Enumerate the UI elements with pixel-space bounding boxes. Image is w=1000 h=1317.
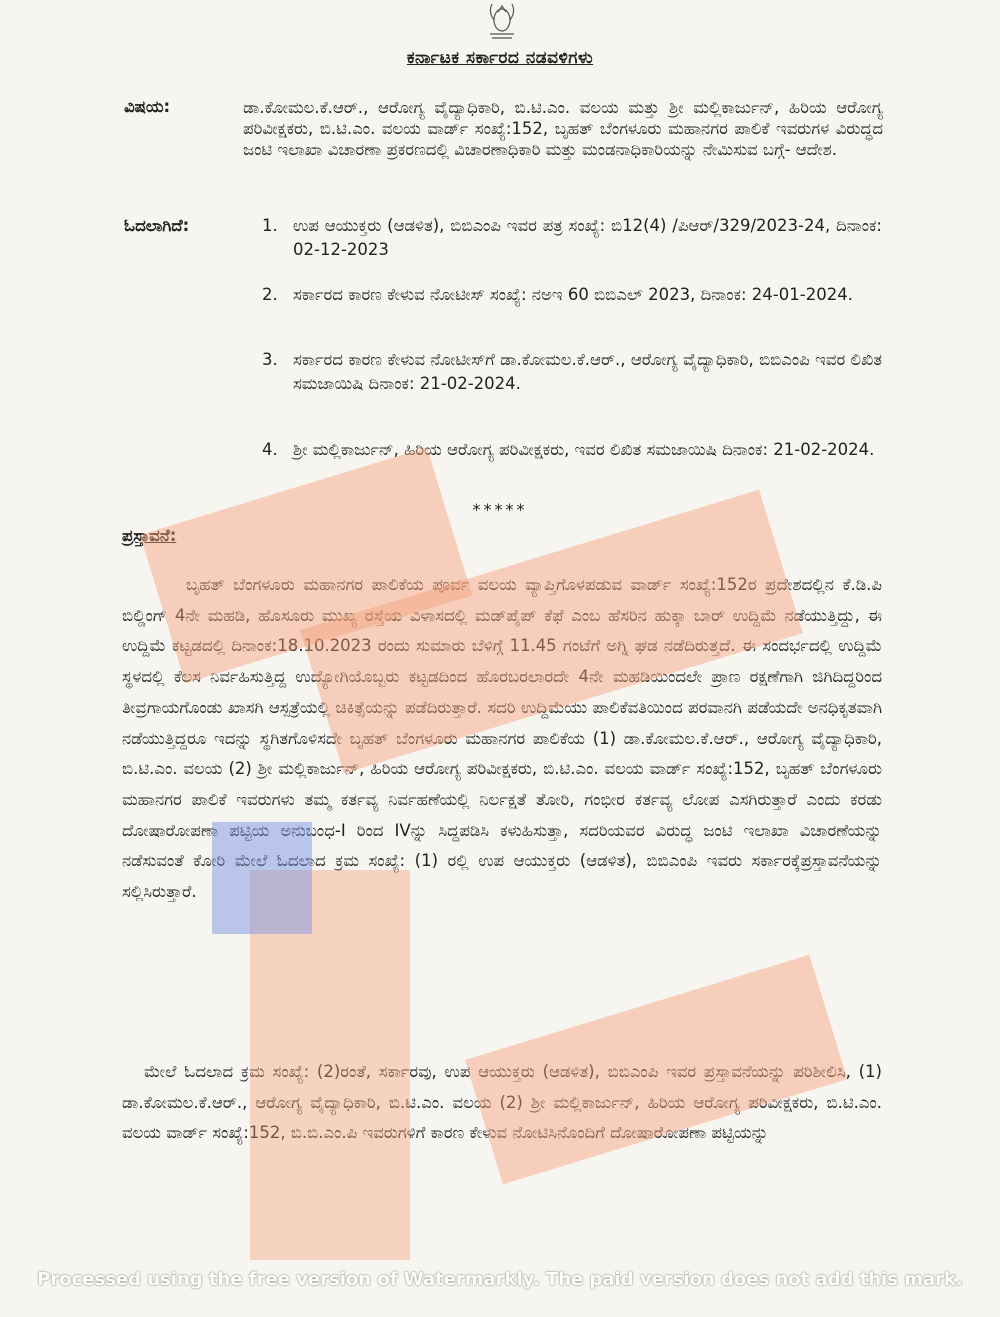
section-separator: *****: [472, 500, 528, 519]
reference-number: 1.: [262, 216, 278, 235]
reference-text: ಉಪ ಆಯುಕ್ತರು (ಆಡಳಿತ), ಬಿಬಿಎಂಪಿ ಇವರ ಪತ್ರ ಸಂಖ್ಯೆ: ಬಿ12(4) /ಪಿಆರ್/329/2023-24, ದಿನಾಂಕ: 02-12-2023: [293, 216, 882, 259]
subject-label: ವಿಷಯ:: [124, 97, 171, 116]
reference-text: ಸರ್ಕಾರದ ಕಾರಣ ಕೇಳುವ ನೋಟೀಸ್‌ಗೆ ಡಾ.ಕೋಮಲ.ಕೆ.ಆರ್., ಆರೋಗ್ಯ ವೈದ್ಯಾಧಿಕಾರಿ, ಬಿಬಿಎಂಪಿ ಇವರ ಲಿಖಿತ ಸಮಜಾಯಿಷಿ ದಿನಾಂಕ: 21-02-2024.: [293, 350, 882, 393]
preamble-paragraph: ಮೇಲೆ ಓದಲಾದ ಕ್ರಮ ಸಂಖ್ಯೆ: (2)ರಂತೆ, ಸರ್ಕಾರವು, ಉಪ ಆಯುಕ್ತರು (ಆಡಳಿತ), ಬಿಬಿಎಂಪಿ ಇವರ ಪ್ರಸ್ತಾವನೆಯನ್ನು ಪರಿಶೀಲಿಸಿ, (1) ಡಾ.ಕೋಮಲ.ಕೆ.ಆರ್., ಆರೋಗ್ಯ ವೈದ್ಯಾಧಿಕಾರಿ, ಬಿ.ಟಿ.ಎಂ. ವಲಯ (2) ಶ್ರೀ ಮಲ್ಲಿಕಾರ್ಜುನ್, ಹಿರಿಯ ಆರೋಗ್ಯ ಪರಿವೀಕ್ಷಕರು, ಬಿ.ಟಿ.ಎಂ. ವಲಯ ವಾರ್ಡ್ ಸಂಖ್ಯೆ:152, ಬಿ.ಬಿ.ಎಂ.ಪಿ ಇವರುಗಳಿಗೆ ಕಾರಣ ಕೇಳುವ ನೋಟಿಸಿನೊಂದಿಗೆ ದೋಷಾರೋಪಣಾ ಪಟ್ಟಿಯನ್ನು: [122, 1062, 882, 1143]
reference-number: 3.: [262, 350, 278, 369]
reference-item: [262, 214, 882, 262]
reference-item: [262, 283, 882, 307]
overlay-orange-shape: [465, 955, 847, 1185]
preamble-title: ಪ್ರಸ್ತಾವನೆ:: [122, 526, 177, 545]
reference-number: 4.: [262, 440, 278, 459]
reference-number: 2.: [262, 285, 278, 304]
references-label: ಓದಲಾಗಿದೆ:: [124, 216, 190, 235]
document-heading: ಕರ್ನಾಟಕ ಸರ್ಕಾರದ ನಡವಳಿಗಳು: [406, 48, 594, 68]
subject-text: ಡಾ.ಕೋಮಲ.ಕೆ.ಆರ್., ಆರೋಗ್ಯ ವೈದ್ಯಾಧಿಕಾರಿ, ಬಿ.ಟಿ.ಎಂ. ವಲಯ ಮತ್ತು ಶ್ರೀ ಮಲ್ಲಿಕಾರ್ಜುನ್, ಹಿರಿಯ ಆರೋಗ್ಯ ಪರಿವೀಕ್ಷಕರು, ಬಿ.ಟಿ.ಎಂ. ವಲಯ ವಾರ್ಡ್ ಸಂಖ್ಯೆ:152, ಬೃಹತ್ ಬೆಂಗಳೂರು ಮಹಾನಗರ ಪಾಲಿಕೆ ಇವರುಗಳ ವಿರುದ್ಧದ ಜಂಟಿ ಇಲಾಖಾ ವಿಚಾರಣಾ ಪ್ರಕರಣದಲ್ಲಿ ವಿಚಾರಣಾಧಿಕಾರಿ ಮತ್ತು ಮಂಡನಾಧಿಕಾರಿಯನ್ನು ನೇಮಿಸುವ ಬಗ್ಗೆ- ಆದೇಶ.: [243, 98, 883, 159]
reference-item: [262, 438, 882, 462]
watermark-notice: Processed using the free version of Watermarkly. The paid version does not add this mark.: [37, 1269, 963, 1290]
government-emblem-icon: [478, 0, 526, 40]
preamble-paragraph: ಬೃಹತ್ ಬೆಂಗಳೂರು ಮಹಾನಗರ ಪಾಲಿಕೆಯ ಪೂರ್ವ ವಲಯ ವ್ಯಾಪ್ತಿಗೊಳಪಡುವ ವಾರ್ಡ್ ಸಂಖ್ಯೆ:152ರ ಪ್ರದೇಶದಲ್ಲಿನ ಕೆ.ಡಿ.ಪಿ ಬಿಲ್ಡಿಂಗ್ 4ನೇ ಮಹಡಿ, ಹೊಸೂರು ಮುಖ್ಯ ರಸ್ತೆಯ ವಿಳಾಸದಲ್ಲಿ ಮಡ್‌ಪೈಪ್ ಕೆಫೆ ಎಂಬ ಹೆಸರಿನ ಹುಕ್ಕಾ ಬಾರ್ ಉದ್ದಿಮೆ ನಡೆಯುತ್ತಿದ್ದು, ಈ ಉದ್ದಿಮೆ ಕಟ್ಟಡದಲ್ಲಿ ದಿನಾಂಕ:18.10.2023 ರಂದು ಸುಮಾರು ಬೆಳಿಗ್ಗೆ 11.45 ಗಂಟೆಗೆ ಅಗ್ನಿ ಘಡ ನಡೆದಿರುತ್ತದೆ. ಈ ಸಂದರ್ಭದಲ್ಲಿ ಉದ್ದಿಮೆ ಸ್ಥಳದಲ್ಲಿ ಕೆಲಸ ನಿರ್ವಹಿಸುತ್ತಿದ್ದ ಉದ್ಯೋಗಿಯೊಬ್ಬರು ಕಟ್ಟಡದಿಂದ ಹೊರಬರಲಾರದೇ 4ನೇ ಮಹಡಿಯಿಂದಲೇ ಪ್ರಾಣ ರಕ್ಷಣೆಗಾಗಿ ಜಿಗಿದಿದ್ದರಿಂದ ತೀವ್ರಗಾಯಗೊಂಡು ಖಾಸಗಿ ಆಸ್ಪತ್ರೆಯಲ್ಲಿ ಚಿಕಿತ್ಸೆಯನ್ನು ಪಡೆದಿರುತ್ತಾರೆ. ಸದರಿ ಉದ್ದಿಮೆಯು ಪಾಲಿಕೆವತಿಯಿಂದ ಪರವಾನಗಿ ಪಡೆಯದೇ ಅನಧಿಕೃತವಾಗಿ ನಡೆಯುತ್ತಿದ್ದರೂ ಇದನ್ನು ಸ್ಥಗಿತಗೊಳಿಸದೇ ಬೃಹತ್ ಬೆಂಗಳೂರು ಮಹಾನಗರ ಪಾಲಿಕೆಯ (1) ಡಾ.ಕೋಮಲ.ಕೆ.ಆರ್., ಆರೋಗ್ಯ ವೈದ್ಯಾಧಿಕಾರಿ, ಬಿ.ಟಿ.ಎಂ. ವಲಯ (2) ಶ್ರೀ ಮಲ್ಲಿಕಾರ್ಜುನ್, ಹಿರಿಯ ಆರೋಗ್ಯ ಪರಿವೀಕ್ಷಕರು, ಬಿ.ಟಿ.ಎಂ. ವಲಯ ವಾರ್ಡ್ ಸಂಖ್ಯೆ:152, ಬೃಹತ್ ಬೆಂಗಳೂರು ಮಹಾನಗರ ಪಾಲಿಕೆ ಇವರುಗಳು ತಮ್ಮ ಕರ್ತವ್ಯ ನಿರ್ವಹಣೆಯಲ್ಲಿ ನಿರ್ಲಕ್ಷತೆ ತೋರಿ, ಗಂಭೀರ ಕರ್ತವ್ಯ ಲೋಪ ಎಸಗಿರುತ್ತಾರೆ ಎಂದು ಕರಡು ದೋಷಾರೋಪಣಾ ಪಟ್ಟಿಯ ಅನುಬಂಧ-I ರಿಂದ IVನ್ನು ಸಿದ್ದಪಡಿಸಿ ಕಳುಹಿಸುತ್ತಾ, ಸದರಿಯವರ ವಿರುದ್ಧ ಜಂಟಿ ಇಲಾಖಾ ವಿಚಾರಣೆಯನ್ನು ನಡೆಸುವಂತೆ ಕೋರಿ ಮೇಲೆ ಓದಲಾದ ಕ್ರಮ ಸಂಖ್ಯೆ: (1) ರಲ್ಲಿ ಉಪ ಆಯುಕ್ತರು (ಆಡಳಿತ), ಬಿಬಿಎಂಪಿ ಇವರು ಸರ್ಕಾರಕ್ಕೆಪ್ರಸ್ತಾವನೆಯನ್ನು ಸಲ್ಲಿಸಿರುತ್ತಾರೆ.: [122, 575, 882, 902]
overlay-blue-shape: [212, 822, 312, 934]
reference-item: [262, 348, 882, 396]
reference-text: ಸರ್ಕಾರದ ಕಾರಣ ಕೇಳುವ ನೋಟೀಸ್ ಸಂಖ್ಯೆ: ನಅಇ 60 ಬಿಬಿಎಲ್ 2023, ದಿನಾಂಕ: 24-01-2024.: [293, 285, 853, 304]
reference-text: ಶ್ರೀ ಮಲ್ಲಿಕಾರ್ಜುನ್, ಹಿರಿಯ ಆರೋಗ್ಯ ಪರಿವೀಕ್ಷಕರು, ಇವರ ಲಿಖಿತ ಸಮಜಾಯಿಷಿ ದಿನಾಂಕ: 21-02-2024.: [293, 440, 875, 459]
